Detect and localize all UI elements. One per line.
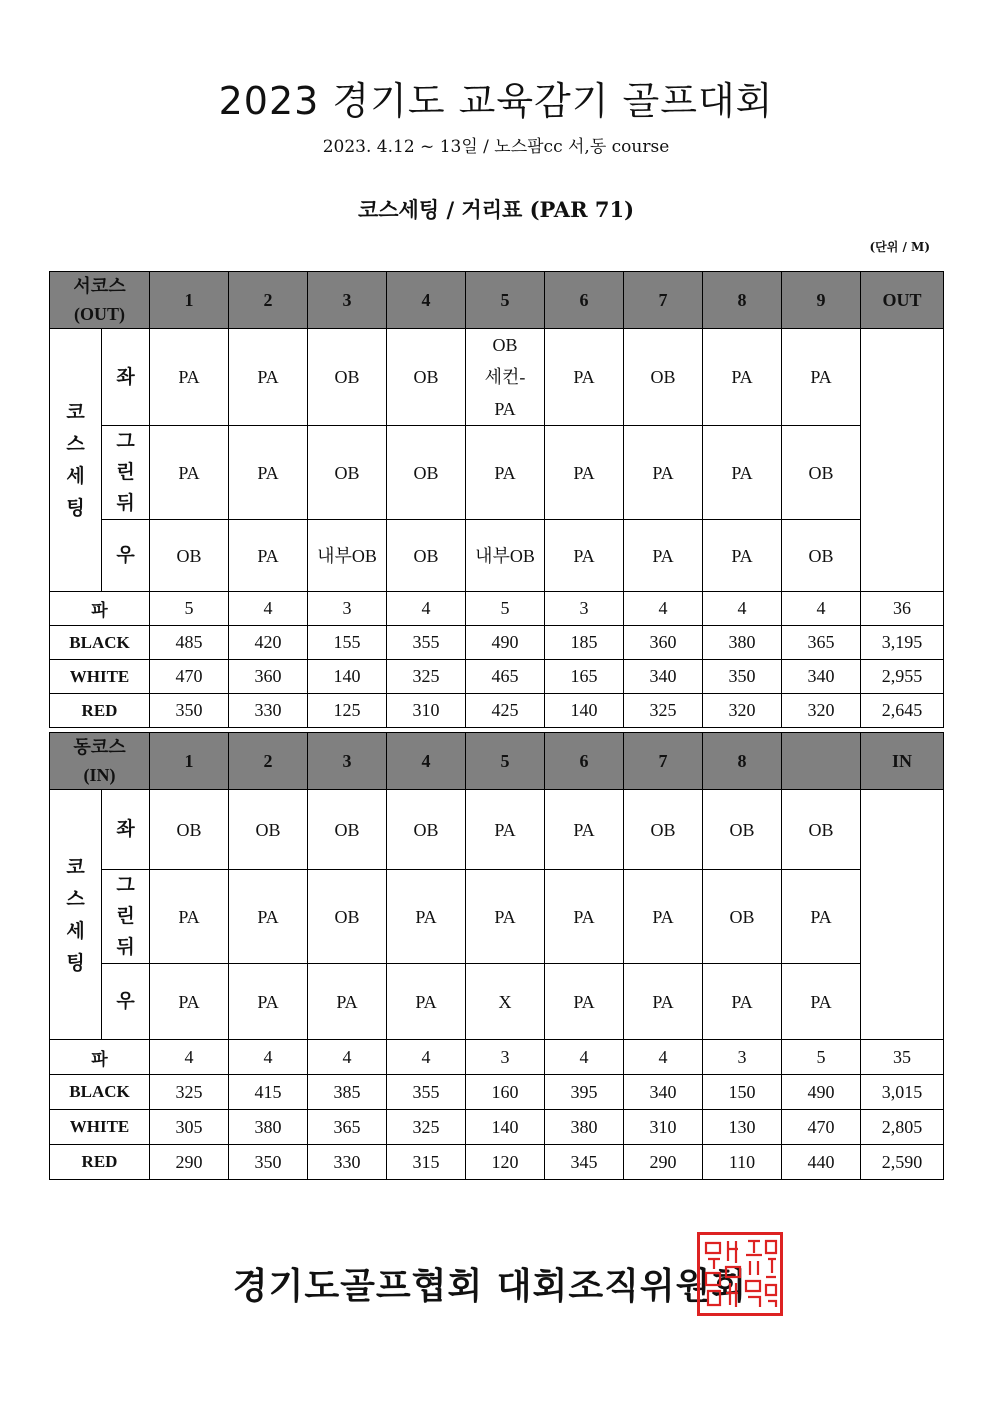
hole-number-header: 2 (229, 272, 308, 329)
distance-cell: 3 (466, 1040, 545, 1075)
row-total: 3,015 (861, 1075, 944, 1110)
setting-cell: PA (387, 870, 466, 964)
distance-cell: 305 (150, 1110, 229, 1145)
distance-cell: 4 (624, 1040, 703, 1075)
distance-cell: 330 (308, 1145, 387, 1180)
unit-note: (단위 / M) (869, 240, 930, 254)
row-total: 2,805 (861, 1110, 944, 1145)
row-total: 3,195 (861, 626, 944, 660)
setting-cell: PA (150, 329, 229, 426)
distance-cell: 310 (387, 694, 466, 728)
distance-cell: 3 (308, 592, 387, 626)
setting-cell: OB (150, 790, 229, 870)
distance-cell: 465 (466, 660, 545, 694)
distance-cell: 340 (624, 1075, 703, 1110)
distance-cell: 415 (229, 1075, 308, 1110)
distance-cell: 5 (466, 592, 545, 626)
distance-cell: 325 (387, 660, 466, 694)
official-seal-icon (697, 1232, 783, 1316)
setting-cell: PA (466, 790, 545, 870)
distance-cell: 290 (624, 1145, 703, 1180)
setting-cell: PA (545, 329, 624, 426)
distance-cell: 290 (150, 1145, 229, 1180)
setting-cell: OB (308, 426, 387, 520)
total-header: OUT (861, 272, 944, 329)
distance-cell: 325 (624, 694, 703, 728)
setting-cell: OB (387, 426, 466, 520)
setting-cell: PA (229, 870, 308, 964)
hole-number-header: 9 (782, 272, 861, 329)
distance-cell: 125 (308, 694, 387, 728)
distance-cell: 150 (703, 1075, 782, 1110)
distance-cell: 350 (150, 694, 229, 728)
distance-cell: 365 (308, 1110, 387, 1145)
distance-cell: 140 (545, 694, 624, 728)
distance-cell: 140 (466, 1110, 545, 1145)
setting-cell: PA (150, 964, 229, 1040)
setting-cell: X (466, 964, 545, 1040)
distance-cell: 165 (545, 660, 624, 694)
distance-cell: 3 (703, 1040, 782, 1075)
distance-cell: 4 (703, 592, 782, 626)
setting-cell: OB (387, 329, 466, 426)
setting-cell: PA (624, 520, 703, 592)
distance-cell: 365 (782, 626, 861, 660)
row-label: 파 (50, 592, 150, 626)
setting-cell: PA (150, 870, 229, 964)
setting-cell: OB (387, 790, 466, 870)
setting-cell: PA (466, 426, 545, 520)
hole-number-header: 3 (308, 272, 387, 329)
distance-cell: 490 (782, 1075, 861, 1110)
distance-cell: 4 (229, 592, 308, 626)
distance-cell: 470 (782, 1110, 861, 1145)
setting-cell: PA (229, 964, 308, 1040)
setting-cell: OB (308, 329, 387, 426)
setting-cell: PA (624, 426, 703, 520)
hole-number-header: 6 (545, 733, 624, 790)
distance-cell: 490 (466, 626, 545, 660)
setting-cell: PA (466, 870, 545, 964)
distance-cell: 110 (703, 1145, 782, 1180)
setting-cell: PA (782, 870, 861, 964)
row-total: 35 (861, 1040, 944, 1075)
distance-cell: 340 (624, 660, 703, 694)
row-label: BLACK (50, 626, 150, 660)
setting-cell: PA (703, 964, 782, 1040)
hole-number-header: 5 (466, 272, 545, 329)
setting-cell: PA (703, 520, 782, 592)
setting-cell: OB (782, 520, 861, 592)
distance-cell: 440 (782, 1145, 861, 1180)
side-label: 우 (102, 964, 150, 1040)
distance-cell: 420 (229, 626, 308, 660)
setting-cell: 내부OB (466, 520, 545, 592)
row-total: 36 (861, 592, 944, 626)
setting-cell: PA (624, 964, 703, 1040)
distance-cell: 380 (545, 1110, 624, 1145)
setting-cell: OB (308, 790, 387, 870)
setting-cell: PA (229, 329, 308, 426)
event-subtitle: 2023. 4.12 ~ 13일 / 노스팜cc 서,동 course (322, 137, 670, 157)
distance-cell: 380 (229, 1110, 308, 1145)
hole-number-header (782, 733, 861, 790)
row-label: RED (50, 694, 150, 728)
setting-cell: PA (624, 870, 703, 964)
distance-cell: 325 (150, 1075, 229, 1110)
distance-cell: 4 (150, 1040, 229, 1075)
setting-cell: OB (624, 329, 703, 426)
distance-cell: 395 (545, 1075, 624, 1110)
distance-cell: 5 (782, 1040, 861, 1075)
distance-cell: 355 (387, 1075, 466, 1110)
hole-number-header: 2 (229, 733, 308, 790)
hole-number-header: 8 (703, 733, 782, 790)
setting-cell: OB (229, 790, 308, 870)
side-label: 그 린 뒤 (102, 870, 150, 964)
setting-cell: PA (387, 964, 466, 1040)
setting-cell: OB (150, 520, 229, 592)
distance-cell: 155 (308, 626, 387, 660)
row-total: 2,645 (861, 694, 944, 728)
hole-number-header: 7 (624, 733, 703, 790)
setting-cell: OB (782, 790, 861, 870)
setting-total-blank (861, 329, 944, 592)
distance-cell: 185 (545, 626, 624, 660)
side-label: 우 (102, 520, 150, 592)
hole-number-header: 4 (387, 733, 466, 790)
distance-cell: 320 (703, 694, 782, 728)
hole-number-header: 6 (545, 272, 624, 329)
setting-cell: PA (308, 964, 387, 1040)
total-header: IN (861, 733, 944, 790)
distance-cell: 470 (150, 660, 229, 694)
setting-cell: OB 세컨- PA (466, 329, 545, 426)
hole-number-header: 7 (624, 272, 703, 329)
distance-cell: 360 (624, 626, 703, 660)
hole-number-header: 5 (466, 733, 545, 790)
row-total: 2,955 (861, 660, 944, 694)
setting-cell: PA (545, 790, 624, 870)
distance-cell: 325 (387, 1110, 466, 1145)
section-heading: 코스세팅 / 거리표 (PAR 71) (357, 197, 635, 222)
setting-cell: PA (703, 426, 782, 520)
distance-cell: 120 (466, 1145, 545, 1180)
distance-cell: 320 (782, 694, 861, 728)
distance-cell: 4 (387, 1040, 466, 1075)
row-label: 파 (50, 1040, 150, 1075)
course-setting-label: 코 스 세 팅 (50, 329, 102, 592)
distance-cell: 360 (229, 660, 308, 694)
setting-total-blank (861, 790, 944, 1040)
setting-cell: OB (782, 426, 861, 520)
distance-cell: 355 (387, 626, 466, 660)
distance-cell: 350 (229, 1145, 308, 1180)
row-label: WHITE (50, 1110, 150, 1145)
side-label: 좌 (102, 790, 150, 870)
distance-cell: 345 (545, 1145, 624, 1180)
distance-cell: 315 (387, 1145, 466, 1180)
distance-cell: 340 (782, 660, 861, 694)
hole-number-header: 1 (150, 272, 229, 329)
distance-cell: 5 (150, 592, 229, 626)
setting-cell: PA (782, 964, 861, 1040)
setting-cell: PA (545, 870, 624, 964)
side-label: 그 린 뒤 (102, 426, 150, 520)
setting-cell: OB (387, 520, 466, 592)
distance-cell: 130 (703, 1110, 782, 1145)
distance-cell: 3 (545, 592, 624, 626)
distance-cell: 160 (466, 1075, 545, 1110)
course-name-header: 서코스 (OUT) (50, 272, 150, 329)
setting-cell: PA (782, 329, 861, 426)
distance-cell: 425 (466, 694, 545, 728)
course-setting-label: 코 스 세 팅 (50, 790, 102, 1040)
distance-cell: 485 (150, 626, 229, 660)
course-name-header: 동코스 (IN) (50, 733, 150, 790)
distance-cell: 330 (229, 694, 308, 728)
hole-number-header: 3 (308, 733, 387, 790)
distance-cell: 4 (624, 592, 703, 626)
distance-cell: 4 (308, 1040, 387, 1075)
setting-cell: PA (545, 426, 624, 520)
east-course-table (49, 732, 944, 1180)
setting-cell: OB (624, 790, 703, 870)
distance-cell: 380 (703, 626, 782, 660)
setting-cell: PA (545, 964, 624, 1040)
hole-number-header: 1 (150, 733, 229, 790)
setting-cell: 내부OB (308, 520, 387, 592)
distance-cell: 4 (387, 592, 466, 626)
page-title: 2023 경기도 교육감기 골프대회 (218, 79, 774, 123)
distance-cell: 4 (545, 1040, 624, 1075)
distance-cell: 4 (229, 1040, 308, 1075)
distance-cell: 4 (782, 592, 861, 626)
side-label: 좌 (102, 329, 150, 426)
setting-cell: PA (545, 520, 624, 592)
row-label: BLACK (50, 1075, 150, 1110)
setting-cell: PA (703, 329, 782, 426)
west-course-table (49, 271, 944, 728)
row-label: WHITE (50, 660, 150, 694)
distance-cell: 385 (308, 1075, 387, 1110)
distance-cell: 350 (703, 660, 782, 694)
setting-cell: OB (308, 870, 387, 964)
row-label: RED (50, 1145, 150, 1180)
distance-cell: 140 (308, 660, 387, 694)
setting-cell: PA (229, 426, 308, 520)
hole-number-header: 8 (703, 272, 782, 329)
setting-cell: OB (703, 790, 782, 870)
setting-cell: PA (150, 426, 229, 520)
row-total: 2,590 (861, 1145, 944, 1180)
distance-cell: 310 (624, 1110, 703, 1145)
setting-cell: OB (703, 870, 782, 964)
organizer-name: 경기도골프협회 대회조직위원회 (232, 1266, 748, 1307)
hole-number-header: 4 (387, 272, 466, 329)
setting-cell: PA (229, 520, 308, 592)
